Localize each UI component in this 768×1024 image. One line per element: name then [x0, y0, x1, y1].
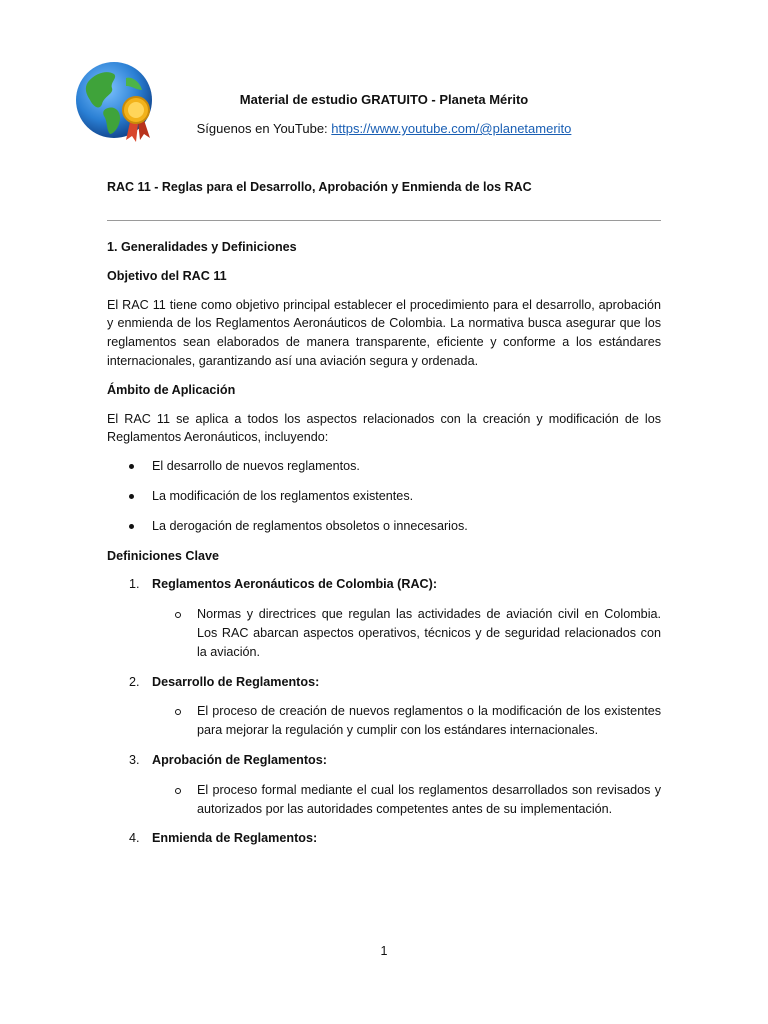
header-title: Material de estudio GRATUITO - Planeta Mérito	[239, 92, 529, 107]
definition-description-row	[107, 605, 661, 661]
definition-description: Normas y directrices que regulan las actividades de aviación civil en Colombia. Los RAC abarcan aspectos operativos, técnicos y de seguridad relacionados con la aviación.	[197, 607, 661, 659]
definition-description: El proceso formal mediante el cual los reglamentos desarrollados son revisados y autorizados por las autoridades competentes antes de su implementación.	[197, 782, 661, 816]
definition-number: 1.	[129, 577, 140, 592]
follow-line	[0, 121, 768, 136]
hollow-bullet-icon	[175, 612, 181, 618]
section-heading: 1. Generalidades y Definiciones	[107, 240, 297, 254]
hollow-bullet-icon	[175, 788, 181, 794]
definition-number: 2.	[129, 674, 140, 689]
list-item	[107, 487, 661, 506]
definition-description: El proceso de creación de nuevos reglamentos o la modificación de los existentes para mejorar la regulación y cumplir con los estándares internacionales.	[197, 704, 661, 738]
definition-item	[107, 829, 661, 848]
definition-term-row	[107, 575, 661, 594]
definition-number: 4.	[129, 831, 140, 846]
definition-description-row	[107, 702, 661, 740]
definition-number: 3.	[129, 752, 140, 767]
list-item	[107, 457, 661, 476]
horizontal-divider	[107, 220, 661, 221]
bullet-icon	[129, 494, 134, 499]
definition-term: Enmienda de Reglamentos:	[152, 831, 318, 846]
definition-item	[107, 751, 661, 818]
bullet-text: La modificación de los reglamentos existentes.	[152, 488, 414, 503]
definition-term: Reglamentos Aeronáuticos de Colombia (RAC):	[152, 577, 438, 592]
definition-item	[107, 575, 661, 661]
definition-item	[107, 673, 661, 740]
document-content	[107, 238, 661, 859]
youtube-link[interactable]: https://www.youtube.com/@planetamerito	[331, 121, 572, 136]
definition-term: Aprobación de Reglamentos:	[152, 752, 327, 767]
bullet-icon	[129, 524, 134, 529]
follow-prefix: Síguenos en YouTube:	[196, 121, 332, 136]
definition-term-row	[107, 829, 661, 848]
definition-description-row	[107, 781, 661, 819]
page-number: 1	[380, 944, 388, 958]
bullet-icon	[129, 464, 134, 469]
definition-term-row	[107, 751, 661, 770]
bullet-text: La derogación de reglamentos obsoletos o innecesarios.	[152, 518, 468, 533]
objective-heading: Objetivo del RAC 11	[107, 268, 227, 283]
hollow-bullet-icon	[175, 709, 181, 715]
scope-paragraph: El RAC 11 se aplica a todos los aspectos relacionados con la creación y modificación de los Reglamentos Aeronáuticos, incluyendo:	[107, 411, 661, 445]
objective-paragraph: El RAC 11 tiene como objetivo principal establecer el procedimiento para el desarrollo, aprobación y enmienda de los Reglamentos Aeronáuticos de Colombia. La normativa busca asegurar que los reglamentos sean elaborados de manera transparente, eficiente y conforme a los estándares internacionales, garantizando así una aviación segura y ordenada.	[107, 297, 661, 368]
definition-term-row	[107, 673, 661, 692]
list-item	[107, 517, 661, 536]
document-title: RAC 11 - Reglas para el Desarrollo, Aprobación y Enmienda de los RAC	[107, 180, 532, 194]
definitions-list	[107, 575, 661, 848]
bullet-text: El desarrollo de nuevos reglamentos.	[152, 459, 360, 474]
definitions-heading: Definiciones Clave	[107, 548, 219, 563]
scope-bullet-list	[107, 457, 661, 535]
scope-heading: Ámbito de Aplicación	[107, 382, 236, 397]
definition-term: Desarrollo de Reglamentos:	[152, 674, 320, 689]
